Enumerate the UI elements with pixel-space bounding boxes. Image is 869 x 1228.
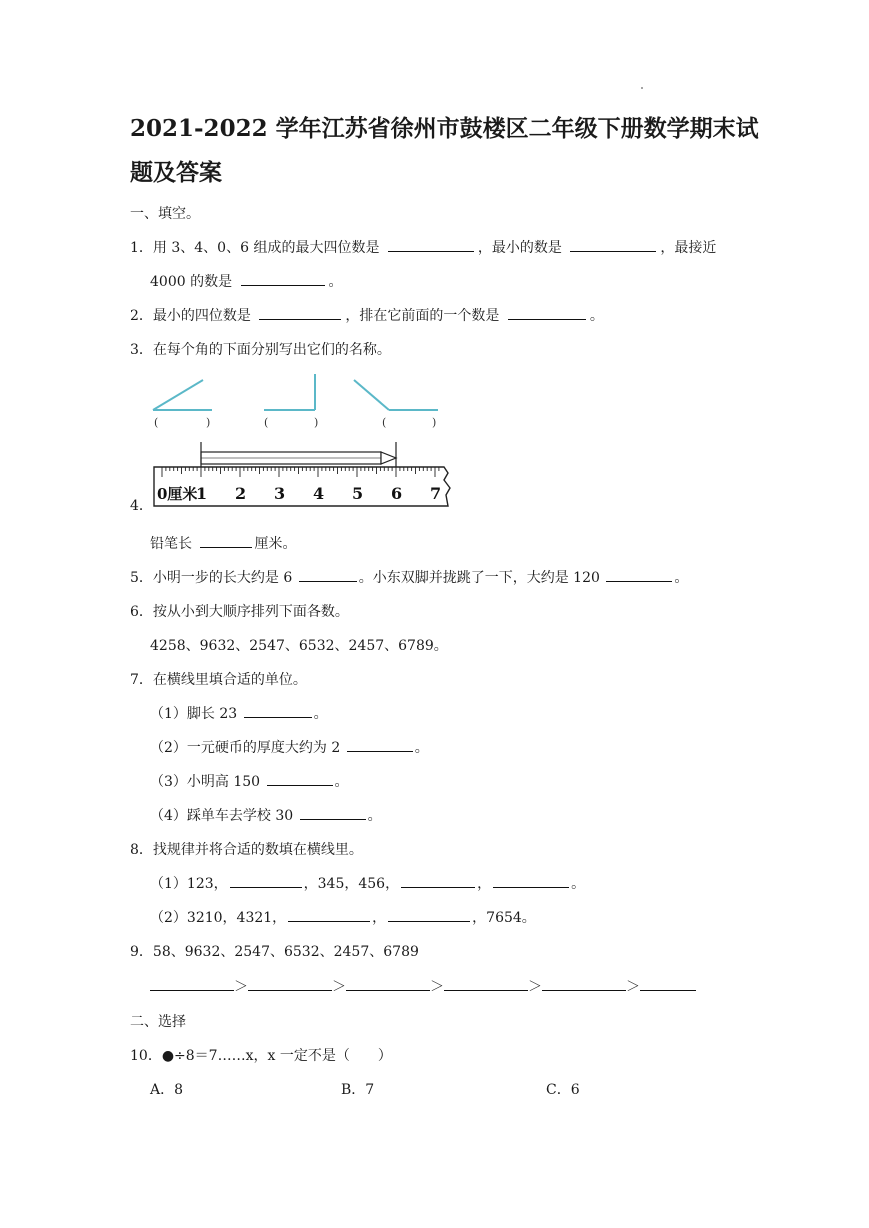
q8-item-1-text-a: （1）123， [150, 876, 228, 892]
ruler [154, 467, 450, 506]
period: 。 [367, 808, 382, 824]
answer-blank[interactable] [493, 875, 569, 888]
question-1 [130, 239, 716, 257]
question-number: 6． [130, 604, 153, 620]
q1-text-c: ，最接近 [660, 240, 717, 256]
document-title-line2: 题及答案 [130, 159, 222, 186]
q7-item-3 [150, 773, 349, 791]
period: 。 [334, 774, 349, 790]
q8-item-2-text-c: ，7654。 [472, 910, 536, 926]
answer-paren-close: ) [314, 416, 319, 429]
ruler-zero-label: 0厘米 [157, 485, 198, 503]
acute-angle [153, 380, 212, 410]
option-a[interactable]: A．8 [150, 1082, 184, 1098]
section-fill-blank: 一、填空。 [130, 206, 200, 222]
question-number: 8． [130, 842, 153, 858]
q2-text-c: 。 [589, 308, 604, 324]
question-4 [150, 535, 296, 553]
q7-item-1-text: （1）脚长 23 [150, 706, 238, 722]
period: 。 [414, 740, 429, 756]
answer-blank[interactable] [150, 978, 234, 991]
q1-text-b: ，最小的数是 [477, 240, 562, 256]
greater-than-sign: ＞ [234, 979, 248, 995]
greater-than-sign: ＞ [332, 979, 346, 995]
q7-item-4-text: （4）踩单车去学校 30 [150, 808, 294, 824]
answer-paren-open: ( [264, 416, 269, 429]
answer-blank[interactable] [244, 705, 312, 718]
q8-item-2-text-a: （2）3210，4321， [150, 910, 287, 926]
q6-numbers: 4258、9632、2547、6532、2457、6789。 [150, 638, 448, 654]
q6-text: 按从小到大顺序排列下面各数。 [152, 604, 349, 620]
q9-text: 58、9632、2547、6532、2457、6789 [152, 944, 419, 960]
ruler-pencil-figure [150, 440, 460, 512]
q4-text-a: 铅笔长 [150, 536, 192, 552]
ruler-tick-label: 7 [430, 484, 442, 503]
answer-blank[interactable] [241, 273, 325, 286]
ruler-tick-label: 3 [274, 484, 286, 503]
q9-ordering-blanks [150, 978, 696, 996]
question-number: 7． [130, 672, 153, 688]
question-number: 3． [130, 342, 153, 358]
q8-item-1-text-d: 。 [571, 876, 586, 892]
q7-text: 在横线里填合适的单位。 [152, 672, 307, 688]
answer-blank[interactable] [346, 978, 430, 991]
q7-item-1 [150, 705, 328, 723]
q7-item-4 [150, 807, 382, 825]
answer-blank[interactable] [388, 239, 474, 252]
answer-blank[interactable] [347, 739, 413, 752]
answer-paren-open: ( [154, 416, 159, 429]
q2-text-a: 最小的四位数是 [152, 308, 251, 324]
question-5 [130, 569, 688, 587]
answer-paren-close: ) [432, 416, 437, 429]
answer-blank[interactable] [248, 978, 332, 991]
q8-item-1 [150, 875, 585, 893]
period: 。 [313, 706, 328, 722]
question-3 [130, 341, 391, 359]
obtuse-angle [354, 380, 438, 410]
q8-text: 找规律并将合适的数填在横线里。 [152, 842, 363, 858]
answer-blank[interactable] [200, 535, 252, 548]
question-number: 1． [130, 240, 153, 256]
question-4-number: 4． [130, 498, 153, 514]
ruler-tick-label: 2 [235, 484, 247, 503]
answer-blank[interactable] [640, 978, 696, 991]
q1-text-e: 。 [328, 274, 343, 290]
q10-text: ●÷8＝7……x，x 一定不是（ ） [161, 1048, 392, 1064]
ruler-tick-label: 4 [313, 484, 325, 503]
question-10 [130, 1047, 392, 1065]
option-c[interactable]: C．6 [546, 1082, 580, 1098]
question-number: 9． [130, 944, 153, 960]
q8-item-1-text-c: ， [477, 876, 492, 892]
question-8 [130, 841, 363, 859]
answer-blank[interactable] [508, 307, 586, 320]
q2-text-b: ，排在它前面的一个数是 [345, 308, 500, 324]
question-2 [130, 307, 604, 325]
question-9 [130, 943, 419, 961]
answer-blank[interactable] [300, 807, 366, 820]
answer-blank[interactable] [259, 307, 341, 320]
answer-blank[interactable] [230, 875, 302, 888]
answer-blank[interactable] [299, 569, 357, 582]
q7-item-2 [150, 739, 429, 757]
option-b[interactable]: B．7 [341, 1082, 375, 1098]
right-angle [264, 374, 315, 410]
q5-text-b: 。小东双脚并拢跳了一下，大约是 120 [358, 570, 600, 586]
question-number: 10． [130, 1048, 162, 1064]
q5-text-c: 。 [674, 570, 689, 586]
answer-blank[interactable] [288, 909, 370, 922]
answer-blank[interactable] [267, 773, 333, 786]
question-1-continued [150, 273, 343, 291]
answer-blank[interactable] [388, 909, 470, 922]
question-number: 2． [130, 308, 153, 324]
ruler-tick-label: 1 [196, 484, 208, 503]
q3-text: 在每个角的下面分别写出它们的名称。 [152, 342, 391, 358]
question-number: 5． [130, 570, 153, 586]
greater-than-sign: ＞ [626, 979, 640, 995]
angles-figure [140, 368, 460, 432]
answer-blank[interactable] [444, 978, 528, 991]
q7-item-3-text: （3）小明高 150 [150, 774, 261, 790]
q5-text-a: 小明一步的长大约是 6 [152, 570, 293, 586]
answer-blank[interactable] [570, 239, 656, 252]
q8-item-2-text-b: ， [372, 910, 387, 926]
greater-than-sign: ＞ [528, 979, 542, 995]
ruler-tick-label: 5 [352, 484, 364, 503]
section-multiple-choice: 二、选择 [130, 1014, 186, 1030]
q8-item-1-text-b: ，345，456， [303, 876, 400, 892]
answer-blank[interactable] [401, 875, 475, 888]
q4-text-b: 厘米。 [254, 536, 297, 552]
greater-than-sign: ＞ [430, 979, 444, 995]
answer-blank[interactable] [542, 978, 626, 991]
question-7 [130, 671, 307, 689]
question-6 [130, 603, 349, 621]
answer-paren-open: ( [382, 416, 387, 429]
q1-text-d: 4000 的数是 [150, 274, 233, 290]
q8-item-2 [150, 909, 536, 927]
answer-blank[interactable] [606, 569, 672, 582]
q1-text-a: 用 3、4、0、6 组成的最大四位数是 [152, 240, 380, 256]
q7-item-2-text: （2）一元硬币的厚度大约为 2 [150, 740, 341, 756]
scan-dot [641, 87, 643, 89]
document-title-line1: 2021-2022 学年江苏省徐州市鼓楼区二年级下册数学期末试 [130, 115, 759, 142]
answer-paren-close: ) [206, 416, 211, 429]
ruler-tick-label: 6 [391, 484, 403, 503]
